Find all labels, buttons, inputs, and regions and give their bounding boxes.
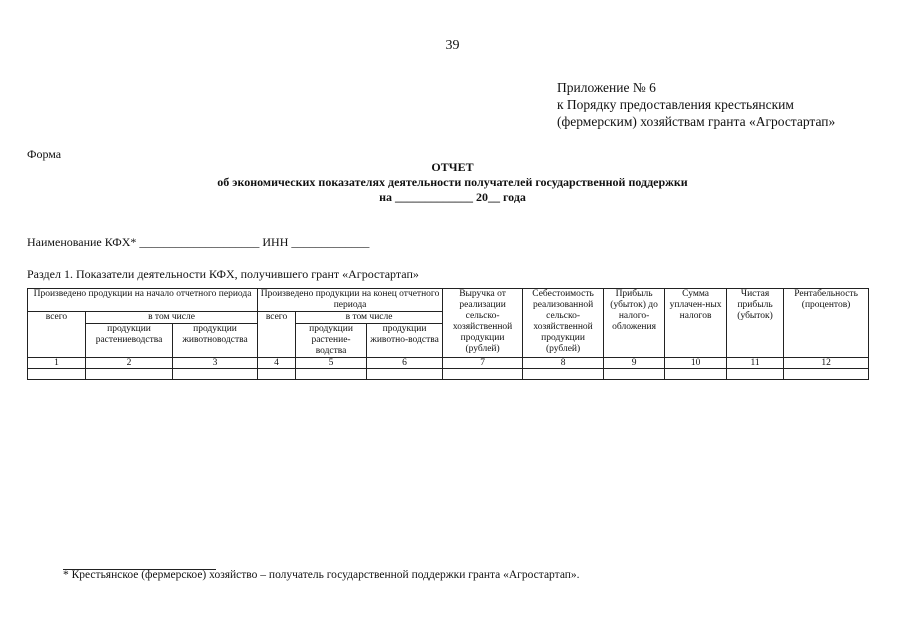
- footnote: * Крестьянское (фермерское) хозяйство – получатель государственной поддержки гранта «Агростартап».: [63, 569, 580, 581]
- col-number: 8: [523, 358, 604, 369]
- group-end-header: Произведено продукции на конец отчетного периода: [258, 289, 443, 312]
- empty-cell: [784, 369, 869, 380]
- empty-cell: [367, 369, 443, 380]
- empty-cell: [665, 369, 727, 380]
- empty-cell: [727, 369, 784, 380]
- appendix-line-1: Приложение № 6: [557, 80, 656, 95]
- empty-data-row: [28, 369, 869, 380]
- col-number: 1: [28, 358, 86, 369]
- kfx-name-inn-line: Наименование КФХ* ____________________ ИНН _____________: [27, 235, 370, 249]
- appendix-line-2: к Порядку предоставления крестьянским: [557, 97, 794, 112]
- end-incl-header: в том числе: [296, 312, 443, 324]
- empty-cell: [443, 369, 523, 380]
- net-profit-header: Чистая прибыль (убыток): [727, 289, 784, 358]
- col-number: 10: [665, 358, 727, 369]
- col-number: 11: [727, 358, 784, 369]
- indicators-table: [27, 288, 869, 380]
- end-total-header: всего: [258, 312, 296, 358]
- col-number: 2: [86, 358, 173, 369]
- form-label: Форма: [27, 147, 62, 161]
- end-crop-header: продукции растение-водства: [296, 324, 367, 358]
- appendix-block: [557, 79, 835, 130]
- start-crop-header: продукции растениеводства: [86, 324, 173, 358]
- empty-cell: [258, 369, 296, 380]
- end-livestock-header: продукции животно-водства: [367, 324, 443, 358]
- empty-cell: [173, 369, 258, 380]
- column-number-row: [28, 358, 869, 369]
- section-1-title: Раздел 1. Показатели деятельности КФХ, получившего грант «Агростартап»: [27, 267, 419, 281]
- report-header: [0, 160, 905, 205]
- col-number: 12: [784, 358, 869, 369]
- profitability-header: Рентабельность (процентов): [784, 289, 869, 358]
- page-number: 39: [445, 38, 460, 53]
- start-incl-header: в том числе: [86, 312, 258, 324]
- report-title: ОТЧЕТ: [431, 160, 474, 174]
- col-number: 6: [367, 358, 443, 369]
- revenue-header: Выручка от реализации сельско-хозяйственной продукции (рублей): [443, 289, 523, 358]
- col-number: 3: [173, 358, 258, 369]
- col-number: 7: [443, 358, 523, 369]
- header-row-1: [28, 289, 869, 312]
- empty-cell: [523, 369, 604, 380]
- start-livestock-header: продукции животноводства: [173, 324, 258, 358]
- appendix-line-3: (фермерским) хозяйствам гранта «Агростартап»: [557, 114, 836, 129]
- col-number: 5: [296, 358, 367, 369]
- empty-cell: [86, 369, 173, 380]
- taxes-header: Сумма уплачен-ных налогов: [665, 289, 727, 358]
- start-total-header: всего: [28, 312, 86, 358]
- report-date-line: на _____________ 20__ года: [379, 190, 526, 204]
- empty-cell: [296, 369, 367, 380]
- empty-cell: [28, 369, 86, 380]
- group-start-header: Произведено продукции на начало отчетного периода: [28, 289, 258, 312]
- cost-header: Себестоимость реализованной сельско-хозяйственной продукции (рублей): [523, 289, 604, 358]
- col-number: 9: [604, 358, 665, 369]
- empty-cell: [604, 369, 665, 380]
- col-number: 4: [258, 358, 296, 369]
- profit-pretax-header: Прибыль (убыток) до налого-обложения: [604, 289, 665, 358]
- report-subtitle: об экономических показателях деятельности получателей государственной поддержки: [217, 175, 688, 189]
